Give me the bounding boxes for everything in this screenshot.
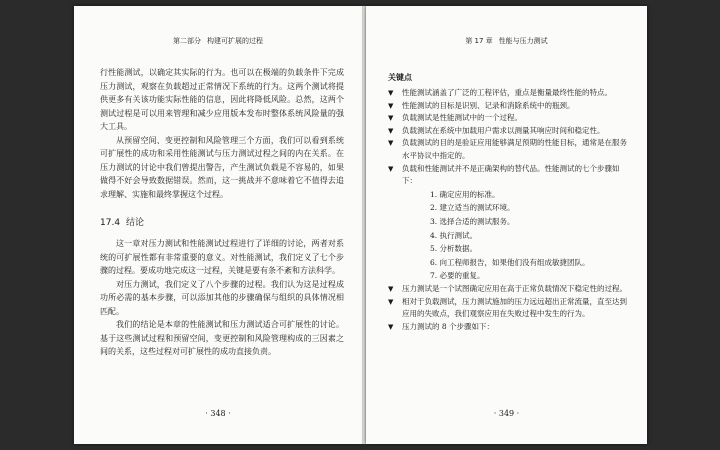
page-number-left: · 348 · xyxy=(205,409,231,418)
step-item: 5. 分析数据。 xyxy=(430,244,478,254)
list-item: ▼ 负载测试的目的是验证应用能够满足预期的性能目标，通常是在服务水平协议中指定的。 xyxy=(388,138,627,160)
paragraph: 我们的结论是本章的性能测试和压力测试适合可扩展性的讨论。基于这些测试过程和预留空间，变更控制和风险管理构成的三因素之间的关系，这些过程对可扩展性的成功直接负责。 xyxy=(100,320,344,356)
step-item: 1. 确定应用的标准。 xyxy=(430,189,500,199)
triangle-bullet-icon: ▼ xyxy=(388,322,394,331)
triangle-bullet-icon: ▼ xyxy=(388,284,394,293)
left-page xyxy=(74,6,362,444)
list-item: ▼ 压力测试的 8 个步骤如下： xyxy=(388,321,627,334)
list-item: ▼ 性能测试的目标是识别、记录和消除系统中的瓶颈。 xyxy=(388,100,627,113)
page-number-right: · 349 · xyxy=(493,409,520,418)
triangle-bullet-icon: ▼ xyxy=(388,164,394,173)
left-running-head xyxy=(74,36,362,46)
triangle-bullet-icon: ▼ xyxy=(388,101,394,110)
triangle-bullet-icon: ▼ xyxy=(388,89,394,97)
list-item: ▼ 相对于负载测试，压力测试施加的压力远远超出正常流量，直至达到应用的失败点，我们观察应用在失败过程中发生的行为。 xyxy=(388,296,627,319)
step-item: 6. 向工程师报告，如果他们没有组成敏捷团队。 xyxy=(430,257,590,267)
chapter-label: 第 17 章 xyxy=(465,37,493,45)
list-item: ▼ 负载和性能测试并不是正确架构的替代品。性能测试的七个步骤如下： 1. 确定应用的标准。 2. 建立适当的测试环境。 3. 选择合适的测试服务。 4. 执行测试。 5. 分析数据。 6. 向工程师报告，如果他们没有组成敏捷团队。 7. 必要的重复。 xyxy=(388,163,627,283)
list-item: ▼ 负载测试是性能测试中的一个过程。 xyxy=(388,112,627,125)
triangle-bullet-icon: ▼ xyxy=(388,126,394,135)
section-heading xyxy=(100,215,344,228)
list-item: ▼ 性能测试涵盖了广泛的工程评估，重点是衡量最终性能的特点。 xyxy=(388,87,627,100)
paragraph: 这一章对压力测试和性能测试过程进行了详细的讨论，两者对系统的可扩展性都有非常重要的意义。对性能测试，我们定义了七个步骤的过程。要成功地完成这一过程，关键是要有条不紊和方法科学。 xyxy=(100,239,344,275)
triangle-bullet-icon: ▼ xyxy=(388,114,394,123)
performance-steps-list xyxy=(402,188,627,283)
part-title: 构建可扩展的过程 xyxy=(207,37,263,45)
section-title: 结论 xyxy=(126,218,145,228)
step-item: 3. 选择合适的测试服务。 xyxy=(430,216,515,226)
list-item: ▼ 负载测试在系统中加载用户需求以测量其响应时间和稳定性。 xyxy=(388,125,627,138)
paragraph: 从预留空间、变更控制和风险管理三个方面，我们可以看到系统可扩展性的成功和采用性能测试与压力测试过程之间的内在关系。在压力测试的讨论中我们曾提出警告，产生测试负载是不容易的，如果做得不好会导致数据错误。然而，这一挑战并不意味着它不值得去追求理解、实施和最终掌握这个过程。 xyxy=(100,135,344,199)
left-content xyxy=(100,66,344,359)
paragraph: 行性能测试，以确定其实际的行为。也可以在极端的负载条件下完成压力测试，观察在负载超过正常情况下系统的行为。这两个测试将提供更多有关该功能实际性能的信息，因此将降低风险。总然，这两个测试过程是可以用来管理和减少应用版本发布时整体系统风险量的强大工具。 xyxy=(100,68,344,131)
paragraph: 对压力测试，我们定义了八个步骤的过程。我们认为这是过程成功所必需的基本步骤，可以添加其他的步骤确保与组织的具体情况相匹配。 xyxy=(100,279,344,316)
key-points-list xyxy=(388,87,627,333)
right-page xyxy=(366,6,647,444)
step-item: 2. 建立适当的测试环境。 xyxy=(430,203,515,213)
section-number: 17.4 xyxy=(100,218,121,228)
part-label: 第二部分 xyxy=(173,37,201,45)
chapter-title: 性能与压力测试 xyxy=(498,37,548,45)
triangle-bullet-icon: ▼ xyxy=(388,297,394,306)
step-item: 7. 必要的重复。 xyxy=(430,271,485,281)
triangle-bullet-icon: ▼ xyxy=(388,139,394,148)
right-running-head xyxy=(366,36,647,46)
list-item: ▼ 压力测试是一个试图确定应用在高于正常负载情况下稳定性的过程。 xyxy=(388,283,627,296)
step-item: 4. 执行测试。 xyxy=(430,230,478,240)
right-content xyxy=(388,72,627,333)
key-points-heading: 关键点 xyxy=(388,73,412,82)
